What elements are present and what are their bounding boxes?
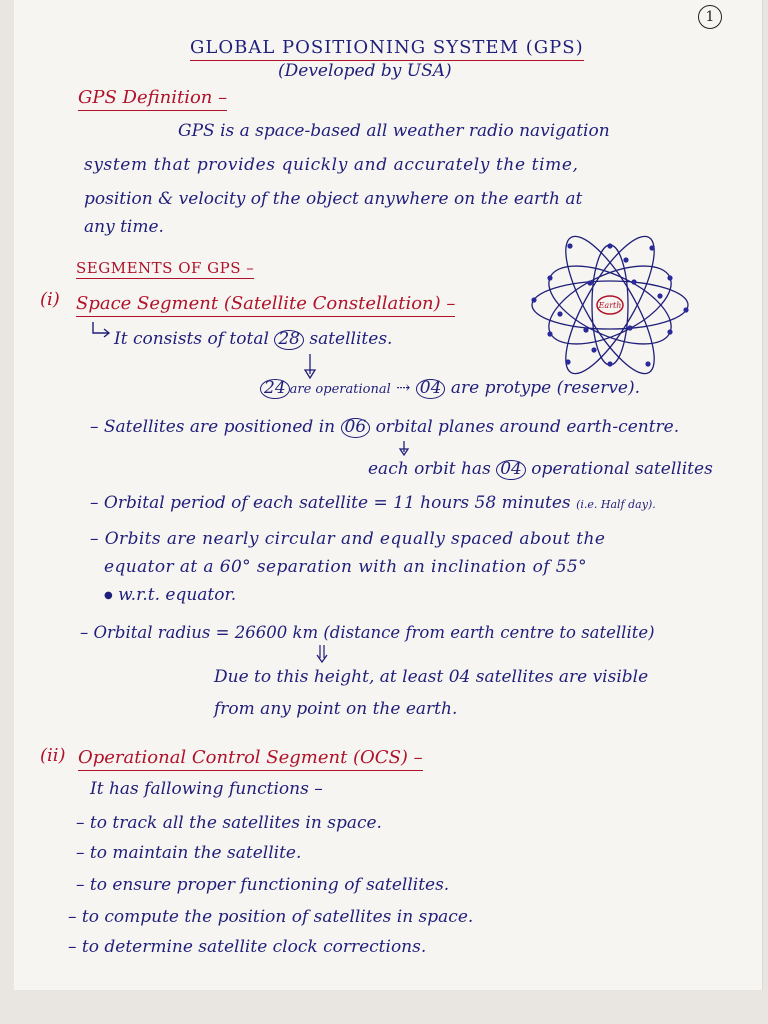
ocs-function: – to track all the satellites in space. [76, 813, 382, 833]
satellite-constellation-diagram [530, 238, 690, 373]
ocs-function: – to compute the position of satellites in space. [68, 907, 474, 927]
space-segment-number: (i) [40, 289, 60, 310]
arrow-down-icon [300, 352, 320, 382]
corner-arrow-icon [90, 320, 114, 340]
arrow-down-icon [396, 440, 412, 458]
ocs-function: – to ensure proper functioning of satellites. [76, 875, 450, 895]
definition-line: GPS is a space-based all weather radio navigation [178, 121, 610, 141]
ocs-function: – to determine satellite clock corrections. [68, 937, 427, 957]
double-arrow-down-icon [314, 644, 330, 664]
page-title: GLOBAL POSITIONING SYSTEM (GPS) [190, 38, 584, 61]
each-orbit-count: 04 [496, 460, 526, 480]
earth-label: Earth [598, 301, 622, 310]
ocs-number: (ii) [40, 745, 66, 766]
operational-line: 24 are operational ⇢ 04 are protype (reserve). [260, 379, 640, 399]
orbits-line: – Orbits are nearly circular and equally spaced about the [90, 529, 606, 549]
page-subtitle: (Developed by USA) [278, 61, 452, 81]
each-orbit-line: each orbit has 04 operational satellites [368, 459, 713, 479]
orbital-radius-line: – Orbital radius = 26600 km (distance from earth centre to satellite) [80, 623, 655, 642]
definition-line: any time. [84, 217, 164, 237]
orbits-line: ● w.r.t. equator. [104, 585, 237, 605]
orbital-planes-count: 06 [341, 418, 371, 438]
consists-line: It consists of total 28 satellites. [114, 329, 393, 349]
ocs-heading: Operational Control Segment (OCS) – [78, 748, 423, 771]
reserve-count: 04 [416, 379, 446, 399]
definition-heading: GPS Definition – [78, 88, 227, 111]
space-segment-heading: Space Segment (Satellite Constellation) – [76, 294, 455, 317]
definition-line: system that provides quickly and accurately the time, [84, 155, 579, 175]
page-number: 1 [698, 5, 722, 29]
bullet-icon: ● [104, 589, 113, 601]
orbits-line: equator at a 60° separation with an inclination of 55° [104, 557, 588, 577]
ocs-intro: It has fallowing functions – [90, 779, 323, 799]
definition-line: position & velocity of the object anywhere on the earth at [84, 189, 583, 209]
segments-heading: SEGMENTS OF GPS – [76, 260, 254, 279]
operational-count: 24 [260, 379, 290, 399]
total-count: 28 [274, 330, 304, 350]
orbital-period-line: – Orbital period of each satellite = 11 hours 58 minutes (i.e. Half day). [90, 493, 656, 513]
visibility-line: from any point on the earth. [214, 699, 458, 719]
orbital-planes-line: – Satellites are positioned in 06 orbital planes around earth-centre. [90, 417, 680, 437]
visibility-line: Due to this height, at least 04 satellites are visible [214, 667, 649, 687]
ocs-function: – to maintain the satellite. [76, 843, 302, 863]
